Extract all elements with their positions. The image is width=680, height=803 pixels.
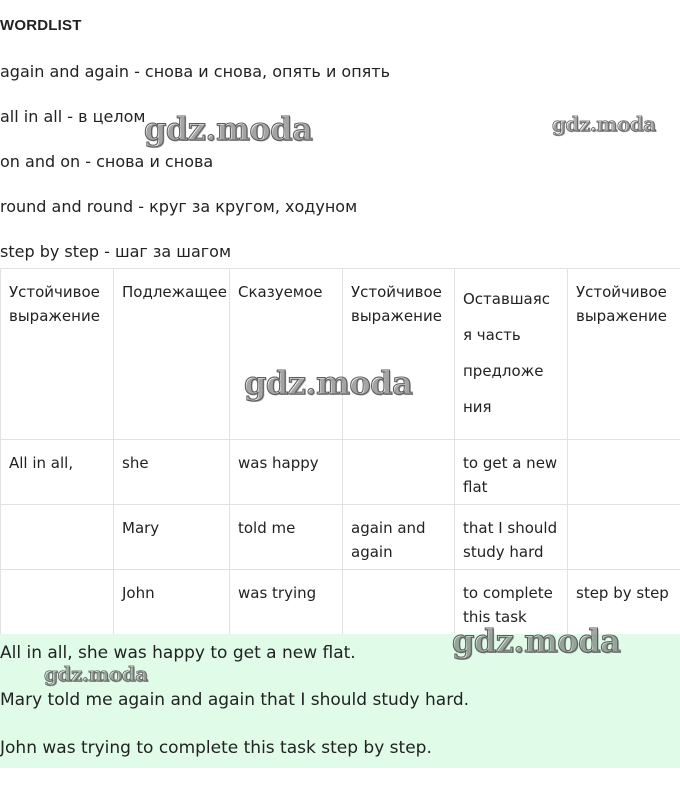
watermark-logo: gdz.moda: [452, 622, 621, 660]
answer-sentence: John was trying to complete this task step by step.: [0, 738, 432, 758]
table-cell: step by step: [568, 570, 680, 635]
table-cell: [343, 570, 455, 635]
table-cell: to get a new flat: [455, 440, 568, 505]
watermark-logo: gdz.moda: [552, 112, 656, 136]
table-row: [1, 440, 680, 505]
answer-sentence: Mary told me again and again that I should study hard.: [0, 690, 470, 710]
wordlist-item: all in all - в целом: [0, 107, 146, 126]
table-cell: [568, 440, 680, 505]
watermark-logo: gdz.moda: [244, 364, 413, 402]
table-header-cell: Оставшаяс я часть предложе ния: [455, 269, 568, 440]
table-cell: was trying: [230, 570, 343, 635]
table-header-row: [1, 269, 680, 440]
table-cell: to complete this task: [455, 570, 568, 635]
watermark-logo: gdz.moda: [144, 110, 313, 148]
table-cell: was happy: [230, 440, 343, 505]
table-cell: [568, 505, 680, 570]
table-header-cell: Устойчивое выражение: [1, 269, 114, 440]
wordlist-item: round and round - круг за кругом, ходуном: [0, 197, 358, 216]
answer-sentence: All in all, she was happy to get a new flat.: [0, 643, 356, 663]
wordlist-heading: WORDLIST: [0, 17, 82, 34]
wordlist-item: again and again - снова и снова, опять и опять: [0, 62, 391, 81]
table-cell: [1, 505, 114, 570]
sentence-structure-table: [0, 268, 680, 635]
table-cell: [343, 440, 455, 505]
table-cell: [1, 570, 114, 635]
table-cell: told me: [230, 505, 343, 570]
table-header-cell: Устойчивое выражение: [568, 269, 680, 440]
table-header-cell: Подлежащее: [114, 269, 230, 440]
table-cell: All in all,: [1, 440, 114, 505]
table-header-cell: Сказуемое: [230, 269, 343, 440]
table-cell: John: [114, 570, 230, 635]
table-cell: Mary: [114, 505, 230, 570]
wordlist-item: step by step - шаг за шагом: [0, 242, 232, 261]
watermark-logo: gdz.moda: [44, 662, 148, 686]
wordlist-item: on and on - снова и снова: [0, 152, 214, 171]
table-row: [1, 505, 680, 570]
table-cell: again and again: [343, 505, 455, 570]
table-header-cell: Устойчивое выражение: [343, 269, 455, 440]
table-cell: she: [114, 440, 230, 505]
table-cell: that I should study hard: [455, 505, 568, 570]
